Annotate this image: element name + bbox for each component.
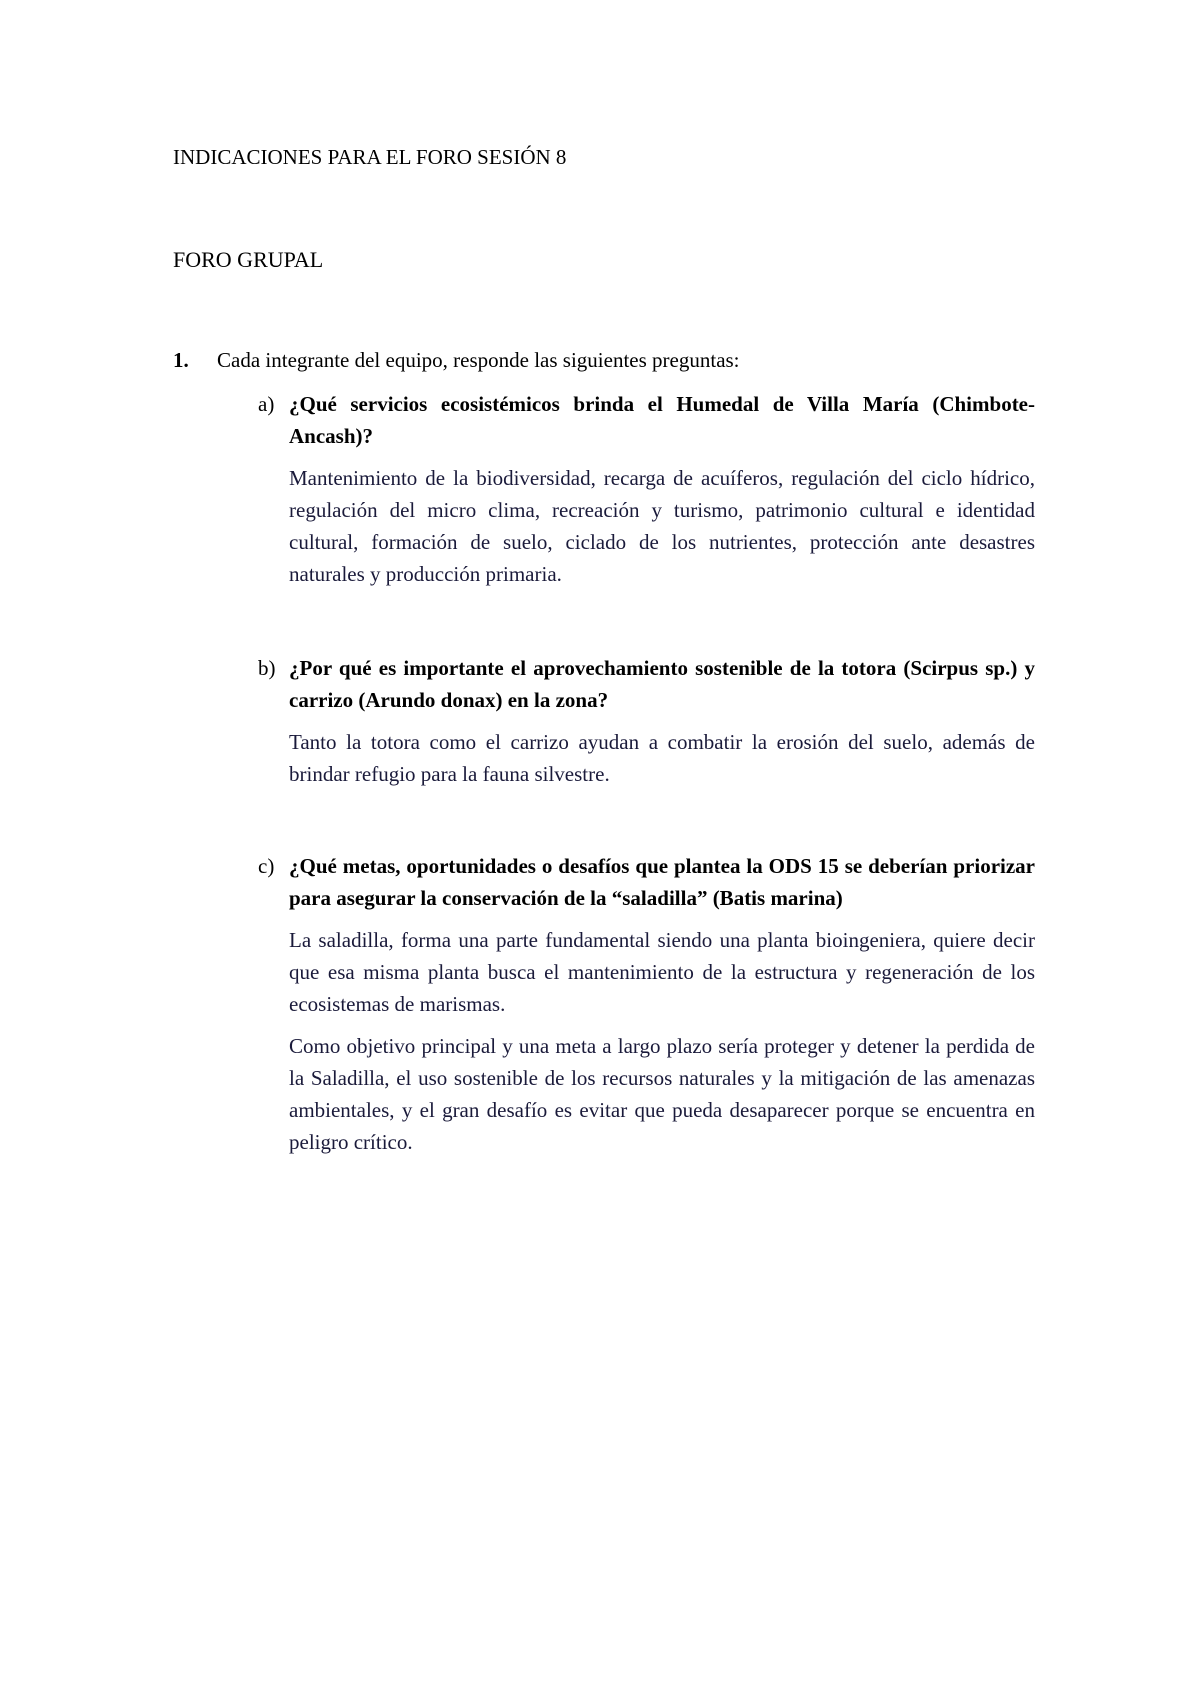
answer-paragraph: Mantenimiento de la biodiversidad, recarga de acuíferos, regulación del ciclo hídrico, regulación del micro clima, recreación y turismo, patrimonio cultural e identidad cultural, formación de suelo, ciclado de los nutrientes, protección ante desastres naturales y producción primaria.: [289, 466, 1035, 586]
question-marker: b): [258, 656, 276, 680]
section-title: FORO GRUPAL: [173, 247, 324, 272]
list-item-number: 1.: [173, 348, 189, 372]
question-c: [258, 850, 1035, 1158]
answer-paragraph: La saladilla, forma una parte fundamental siendo una planta bioingeniera, quiere decir que esa misma planta busca el mantenimiento de la estructura y regeneración de los ecosistemas de marismas.: [289, 928, 1035, 1016]
answer-paragraph: Tanto la totora como el carrizo ayudan a combatir la erosión del suelo, además de brindar refugio para la fauna silvestre.: [289, 730, 1035, 786]
question-marker: c): [258, 854, 275, 878]
question-b: [258, 652, 1035, 790]
question-text: ¿Qué metas, oportunidades o desafíos que plantea la ODS 15 se deberían priorizar para asegurar la conservación de la “saladilla” (Batis marina): [289, 854, 1035, 910]
answer-paragraph: Como objetivo principal y una meta a largo plazo sería proteger y detener la perdida de la Saladilla, el uso sostenible de los recursos naturales y la mitigación de las amenazas ambientales, y el gran desafío es evitar que pueda desaparecer porque se encuentra en peligro crítico.: [289, 1034, 1035, 1154]
document-title: INDICACIONES PARA EL FORO SESIÓN 8: [173, 145, 567, 169]
list-item-text: Cada integrante del equipo, responde las siguientes preguntas:: [217, 348, 740, 372]
question-text: ¿Qué servicios ecosistémicos brinda el Humedal de Villa María (Chimbote-Ancash)?: [289, 392, 1035, 448]
question-text: ¿Por qué es importante el aprovechamiento sostenible de la totora (Scirpus sp.) y carrizo (Arundo donax) en la zona?: [289, 656, 1035, 712]
list-item-1: [173, 346, 740, 374]
question-a: [258, 388, 1035, 590]
question-marker: a): [258, 392, 275, 416]
